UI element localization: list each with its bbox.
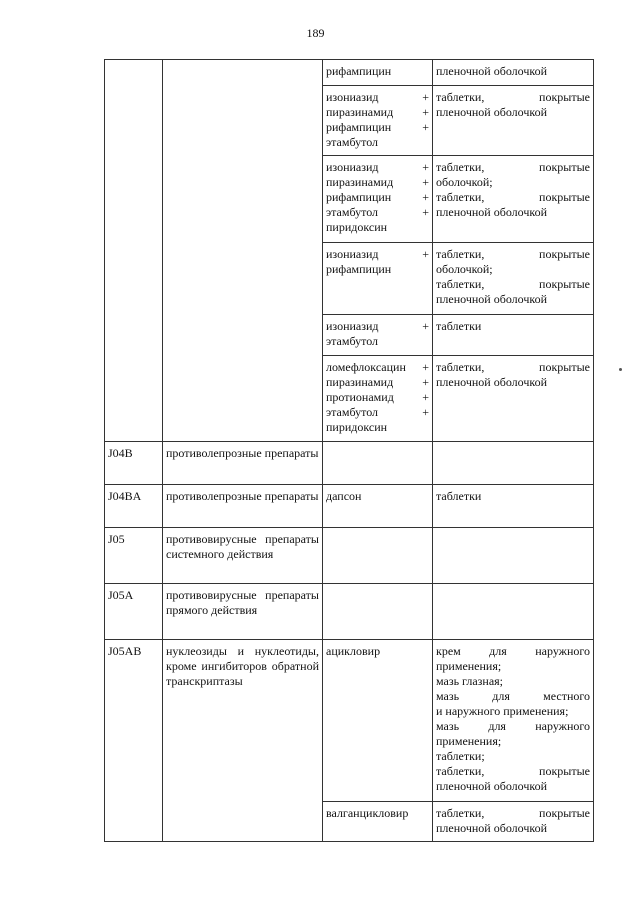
dosage-form-line: мазь для наружного — [436, 719, 590, 733]
drug-name: этамбутол — [326, 405, 379, 419]
form-cell — [433, 315, 594, 356]
form-cell — [433, 528, 594, 584]
dosage-form-line: мазь глазная; — [436, 674, 504, 688]
drug-name: рифампицин — [326, 64, 392, 78]
table-row — [105, 485, 594, 528]
plus-sign: + — [422, 160, 429, 174]
atc-code: J05 — [108, 532, 125, 546]
atc-code: J05AB — [108, 644, 142, 658]
form-cell — [433, 86, 594, 156]
drug-name: дапсон — [326, 489, 362, 503]
dosage-form-line: таблетки, покрытые — [436, 806, 590, 820]
group-name: противовирусные препараты системного действия — [166, 532, 319, 561]
drug-cell — [323, 442, 433, 485]
plus-sign: + — [422, 205, 429, 219]
group-cell — [163, 528, 323, 584]
dosage-form-line: таблетки, покрытые — [436, 764, 590, 778]
margin-mark — [619, 368, 622, 371]
drug-line — [326, 120, 429, 135]
drug-line — [326, 175, 429, 190]
drug-line — [326, 247, 429, 262]
group-cell — [163, 640, 323, 842]
drug-cell — [323, 584, 433, 640]
drug-name: ацикловир — [326, 644, 381, 658]
form-cell — [433, 243, 594, 315]
drug-line — [326, 405, 429, 420]
drug-line — [326, 135, 429, 150]
plus-sign: + — [422, 319, 429, 333]
group-name: противовирусные препараты прямого действия — [166, 588, 319, 617]
drug-line — [326, 160, 429, 175]
plus-sign: + — [422, 405, 429, 419]
drug-cell — [323, 528, 433, 584]
dosage-form-line: таблетки, покрытые — [436, 277, 590, 291]
drug-line — [326, 105, 429, 120]
atc-code-cell — [105, 60, 163, 442]
drug-name: изониазид — [326, 247, 379, 261]
group-name: противолепрозные препараты — [166, 446, 319, 460]
dosage-form-line: таблетки; — [436, 749, 485, 763]
drug-name: рифампицин — [326, 120, 392, 134]
drug-line — [326, 220, 429, 235]
plus-sign: + — [422, 390, 429, 404]
table-row — [105, 528, 594, 584]
atc-code: J05A — [108, 588, 134, 602]
drug-cell — [323, 86, 433, 156]
drug-name: пиридоксин — [326, 420, 388, 434]
dosage-form-line: пленочной оболочкой — [436, 375, 548, 389]
plus-sign: + — [422, 90, 429, 104]
atc-code-cell — [105, 442, 163, 485]
drug-name: этамбутол — [326, 205, 379, 219]
drug-name: ломефлоксацин — [326, 360, 406, 374]
table-row — [105, 584, 594, 640]
plus-sign: + — [422, 175, 429, 189]
drug-line — [326, 205, 429, 220]
drug-name: пиразинамид — [326, 105, 394, 119]
page-number: 189 — [306, 26, 325, 40]
group-name: нуклеозиды и нуклеотиды, кроме ингибиторов обратной транскриптазы — [166, 644, 319, 688]
form-cell — [433, 485, 594, 528]
drug-name: этамбутол — [326, 135, 379, 149]
form-cell — [433, 802, 594, 842]
drug-name: изониазид — [326, 160, 379, 174]
drug-line — [326, 360, 429, 375]
drug-cell — [323, 356, 433, 442]
atc-code-cell — [105, 528, 163, 584]
dosage-form-line: крем для наружного — [436, 644, 590, 658]
dosage-form-line: таблетки — [436, 489, 482, 503]
dosage-form-line: оболочкой; — [436, 262, 493, 276]
drug-cell — [323, 315, 433, 356]
form-cell — [433, 640, 594, 802]
drug-cell — [323, 60, 433, 86]
drug-cell — [323, 243, 433, 315]
table-row — [105, 60, 594, 86]
form-cell — [433, 60, 594, 86]
drug-name: пиридоксин — [326, 220, 388, 234]
atc-code-cell — [105, 584, 163, 640]
drug-line — [326, 489, 429, 504]
dosage-form-line: пленочной оболочкой — [436, 64, 548, 78]
drug-cell — [323, 802, 433, 842]
dosage-form-line: пленочной оболочкой — [436, 821, 548, 835]
table-row — [105, 640, 594, 802]
drug-line — [326, 64, 429, 79]
plus-sign: + — [422, 375, 429, 389]
plus-sign: + — [422, 190, 429, 204]
form-cell — [433, 156, 594, 243]
drug-name: рифампицин — [326, 262, 392, 276]
atc-code: J04BA — [108, 489, 142, 503]
dosage-form-line: мазь для местного — [436, 689, 590, 703]
table-row — [105, 442, 594, 485]
drug-name: изониазид — [326, 319, 379, 333]
drug-line — [326, 375, 429, 390]
drug-name: пиразинамид — [326, 175, 394, 189]
drug-name: рифампицин — [326, 190, 392, 204]
dosage-form-line: таблетки — [436, 319, 482, 333]
plus-sign: + — [422, 247, 429, 261]
drug-line — [326, 190, 429, 205]
drug-line — [326, 334, 429, 349]
group-cell — [163, 60, 323, 442]
drug-name: валганцикловир — [326, 806, 409, 820]
drug-cell — [323, 156, 433, 243]
group-cell — [163, 442, 323, 485]
dosage-form-line: оболочкой; — [436, 175, 493, 189]
plus-sign: + — [422, 360, 429, 374]
dosage-form-line: пленочной оболочкой — [436, 105, 548, 119]
plus-sign: + — [422, 120, 429, 134]
drug-name: изониазид — [326, 90, 379, 104]
form-cell — [433, 584, 594, 640]
drug-line — [326, 644, 429, 659]
dosage-form-line: пленочной оболочкой — [436, 292, 548, 306]
drug-line — [326, 420, 429, 435]
form-cell — [433, 356, 594, 442]
dosage-form-line: таблетки, покрытые — [436, 360, 590, 374]
group-cell — [163, 584, 323, 640]
atc-code-cell — [105, 640, 163, 842]
drug-name: пиразинамид — [326, 375, 394, 389]
dosage-form-line: и наружного применения; — [436, 704, 569, 718]
drug-line — [326, 262, 429, 277]
form-cell — [433, 442, 594, 485]
drug-cell — [323, 485, 433, 528]
dosage-form-line: таблетки, покрытые — [436, 190, 590, 204]
drug-line — [326, 806, 429, 821]
plus-sign: + — [422, 105, 429, 119]
dosage-form-line: применения; — [436, 734, 502, 748]
drug-cell — [323, 640, 433, 802]
dosage-form-line: таблетки, покрытые — [436, 90, 590, 104]
drug-name: протионамид — [326, 390, 394, 404]
dosage-form-line: таблетки, покрытые — [436, 160, 590, 174]
drug-line — [326, 319, 429, 334]
dosage-form-line: пленочной оболочкой — [436, 779, 548, 793]
dosage-form-line: применения; — [436, 659, 502, 673]
group-cell — [163, 485, 323, 528]
atc-code-cell — [105, 485, 163, 528]
dosage-form-line: таблетки, покрытые — [436, 247, 590, 261]
drug-line — [326, 90, 429, 105]
dosage-form-line: пленочной оболочкой — [436, 205, 548, 219]
group-name: противолепрозные препараты — [166, 489, 319, 503]
drug-line — [326, 390, 429, 405]
drug-name: этамбутол — [326, 334, 379, 348]
drug-table — [104, 59, 594, 842]
atc-code: J04B — [108, 446, 133, 460]
